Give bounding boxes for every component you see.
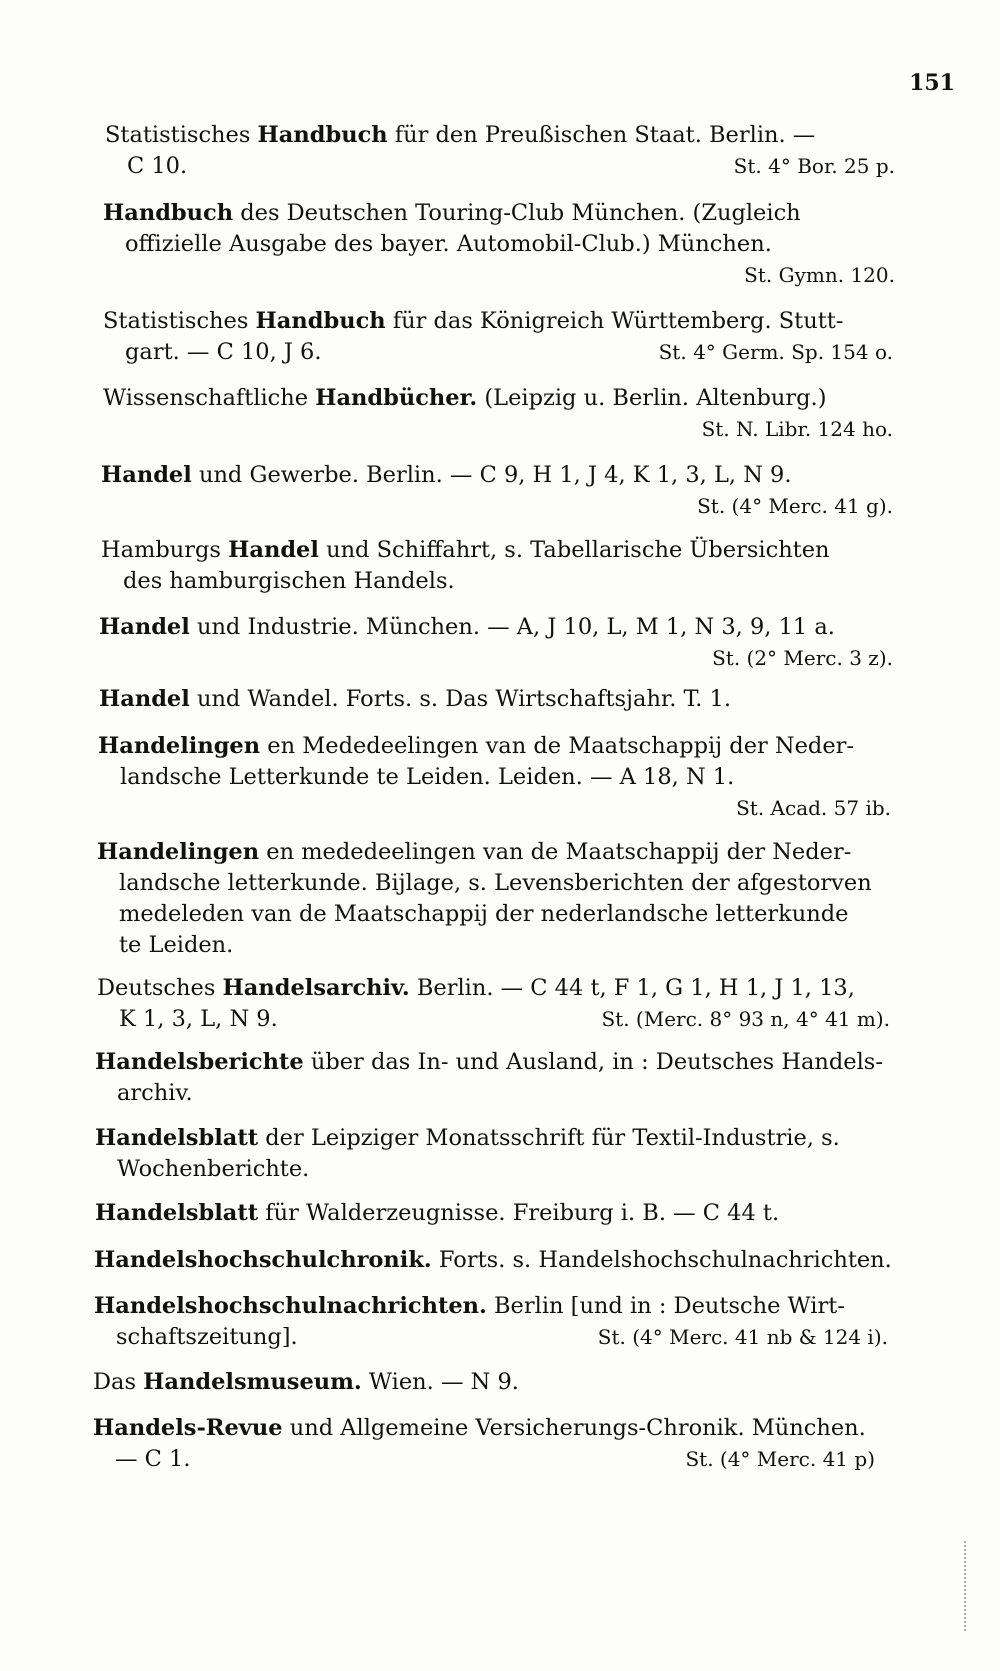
catalog-entry: Handelsblatt für Walderzeugnisse. Freiburg i. B. — C 44 t.	[95, 1200, 780, 1226]
catalog-entry: Handelshochschulnachrichten. Berlin [und in : Deutsche Wirt- schaftszeitung]. St. (4° Merc. 41 nb & 124 i).	[94, 1291, 888, 1353]
catalog-entry: Handelsblatt der Leipziger Monatsschrift für Textil-Industrie, s. Wochenberichte.	[95, 1125, 840, 1182]
catalog-entry: Handels-Revue und Allgemeine Versicherungs-Chronik. München. — C 1. St. (4° Merc. 41 p)	[93, 1413, 875, 1475]
entry-keyword: Handelshochschulnachrichten.	[94, 1293, 487, 1319]
location-code: St. 4° Germ. Sp. 154 o.	[658, 340, 893, 364]
catalog-entry: Handelingen en mededeelingen van de Maatschappij der Neder- landsche letterkunde. Bijlage, s. Levensberichten der afgestorven medeleden van de Maatschappij der nederlandsche letterkunde te Leiden.	[97, 839, 872, 958]
entry-keyword: Handelsberichte	[95, 1049, 304, 1075]
entry-keyword: Handelsblatt	[95, 1125, 259, 1151]
entry-keyword: Handbuch	[103, 200, 234, 226]
location-code: St. (Merc. 8° 93 n, 4° 41 m).	[601, 1007, 890, 1031]
entry-keyword: Handelingen	[98, 733, 261, 759]
entry-keyword: Handel	[228, 537, 319, 563]
entry-keyword: Handel	[101, 462, 192, 488]
catalog-entry: Handelsberichte über das In- und Ausland, in : Deutsches Handels- archiv.	[95, 1049, 883, 1106]
entry-keyword: Handbuch	[255, 308, 386, 334]
catalog-entry: Handelingen en Mededeelingen van de Maatschappij der Neder- landsche Letterkunde te Leiden. Leiden. — A 18, N 1. St. Acad. 57 ib.	[98, 731, 891, 824]
catalog-entry: Handel und Industrie. München. — A, J 10, L, M 1, N 3, 9, 11 a. St. (2° Merc. 3 z).	[99, 612, 893, 674]
location-code: St. N. Libr. 124 ho.	[701, 417, 893, 441]
entry-keyword: Handel	[99, 614, 190, 640]
entry-keyword: Handels-Revue	[93, 1415, 283, 1441]
catalog-entry: Das Handelsmuseum. Wien. — N 9.	[93, 1369, 519, 1395]
location-code: St. (4° Merc. 41 nb & 124 i).	[597, 1325, 888, 1349]
location-code: St. (4° Merc. 41 p)	[685, 1447, 875, 1471]
catalog-entry: Handbuch des Deutschen Touring-Club München. (Zugleich offizielle Ausgabe des bayer. Automobil-Club.) München. St. Gymn. 120.	[103, 198, 895, 291]
catalog-entry: Deutsches Handelsarchiv. Berlin. — C 44 t, F 1, G 1, H 1, J 1, 13, K 1, 3, L, N 9. St. (Merc. 8° 93 n, 4° 41 m).	[97, 973, 890, 1035]
location-code: St. 4° Bor. 25 p.	[733, 154, 895, 178]
entry-keyword: Handbuch	[257, 122, 388, 148]
catalog-entry: Statistisches Handbuch für den Preußischen Staat. Berlin. — C 10. St. 4° Bor. 25 p.	[105, 120, 895, 182]
catalog-entry: Statistisches Handbuch für das Königreich Württemberg. Stutt- gart. — C 10, J 6. St. 4° Germ. Sp. 154 o.	[103, 306, 893, 368]
page-number: 151	[909, 70, 955, 96]
catalog-entry: Handel und Wandel. Forts. s. Das Wirtschaftsjahr. T. 1.	[99, 686, 731, 712]
catalog-entry: Hamburgs Handel und Schiffahrt, s. Tabellarische Übersichten des hamburgischen Handels.	[101, 537, 830, 594]
entry-keyword: Handelshochschulchronik.	[94, 1247, 432, 1273]
location-code: St. (2° Merc. 3 z).	[712, 646, 893, 670]
location-code: St. Acad. 57 ib.	[736, 796, 891, 820]
catalog-entry: Handel und Gewerbe. Berlin. — C 9, H 1, J 4, K 1, 3, L, N 9. St. (4° Merc. 41 g).	[101, 460, 893, 522]
entry-keyword: Handel	[99, 686, 190, 712]
entry-keyword: Handelsarchiv.	[222, 975, 410, 1001]
entry-keyword: Handelsblatt	[95, 1200, 259, 1226]
location-code: St. Gymn. 120.	[744, 263, 895, 287]
catalog-entry: Wissenschaftliche Handbücher. (Leipzig u. Berlin. Altenburg.) St. N. Libr. 124 ho.	[103, 383, 893, 445]
entry-keyword: Handbücher.	[315, 385, 478, 411]
scan-margin-mark	[964, 1541, 988, 1631]
location-code: St. (4° Merc. 41 g).	[697, 494, 893, 518]
entry-keyword: Handelsmuseum.	[143, 1369, 362, 1395]
catalog-entry: Handelshochschulchronik. Forts. s. Handelshochschulnachrichten.	[94, 1247, 892, 1273]
entry-keyword: Handelingen	[97, 839, 260, 865]
